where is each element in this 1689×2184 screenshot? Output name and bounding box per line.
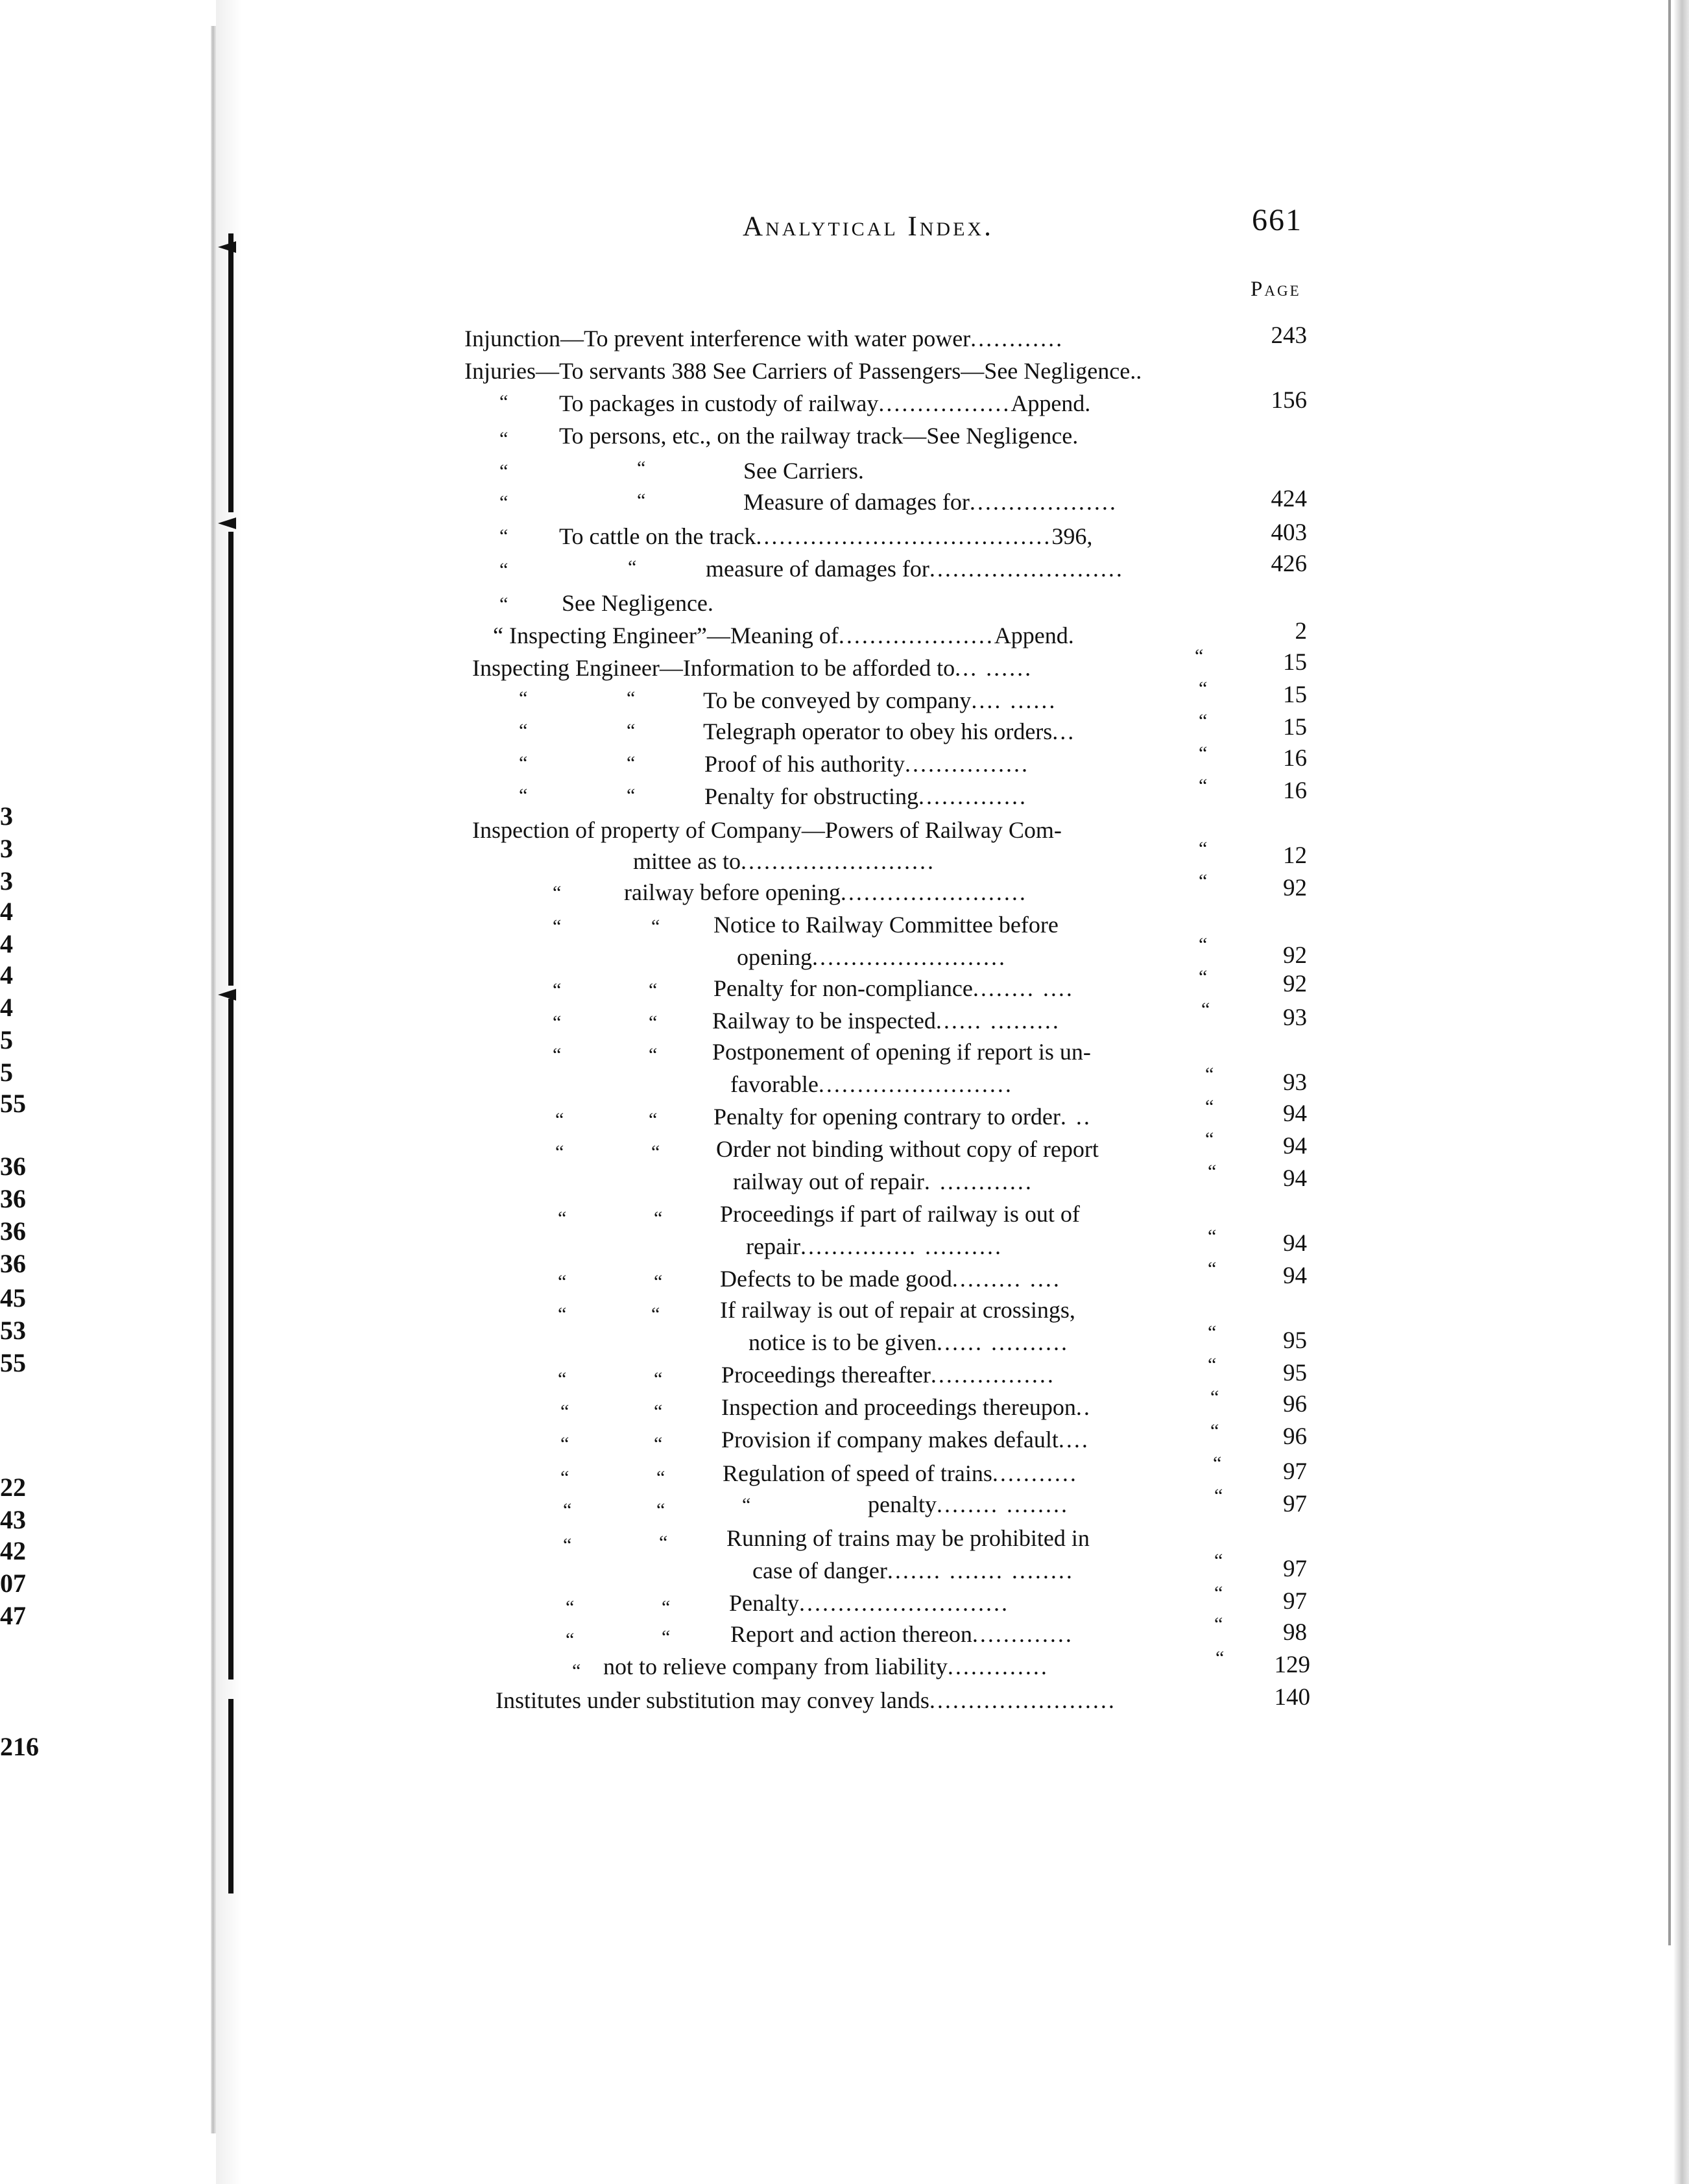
leader-dots: ............... .......... [800,1233,1003,1259]
index-entry [716,1135,1099,1163]
page-ref: 94 [1283,1230,1307,1257]
ditto-mark: “ [558,1271,567,1292]
page-ref: 96 [1283,1423,1307,1450]
index-entry-continuation [749,1328,1069,1357]
entry-text: repair [746,1233,800,1259]
entry-text: To packages in custody of railway [559,390,879,416]
entry-text: Penalty for opening contrary to order [713,1104,1060,1130]
entry-text: notice is to be given [749,1329,937,1355]
leader-dots: ... [1052,718,1076,744]
leader-dots: .... [1058,1427,1090,1453]
page-ref: 96 [1283,1391,1307,1418]
index-entry-continuation [633,847,935,875]
ditto-mark: “ [499,460,509,482]
page-ref: 95 [1283,1360,1307,1386]
entry-text: Inspection and proceedings thereupon [721,1394,1076,1420]
binding-thread [228,999,234,1680]
ditto-mark: “ [499,593,509,615]
entry-text: To cattle on the track [559,523,756,549]
entry-text: Report and action thereon [730,1621,972,1647]
entry-text: Penalty for obstructing [704,783,918,809]
index-entry-continuation [737,943,1007,971]
index-entry [726,1524,1090,1552]
right-page-edge [1673,0,1689,2184]
entry-text: Provision if company makes default [721,1427,1059,1453]
facing-page-number: 42 [0,1536,26,1565]
facing-page-number: 45 [0,1283,26,1312]
leader-dots: ................ [904,751,1029,777]
ditto-mark: “ [1199,742,1208,764]
index-entry [559,421,1078,450]
index-entry [713,974,1074,1003]
facing-page-edge [0,0,214,2184]
page-ref: 156 [1271,387,1307,414]
leader-dots: ......................... [811,944,1007,970]
leader-dots: ................... [969,489,1118,515]
entry-text: Injunction—To prevent interference with water power [464,326,971,351]
appendix-ref: Append. [994,623,1074,648]
leader-dots: ................ [930,1362,1055,1388]
ditto-mark: “ [553,882,562,903]
ditto-mark: “ [1205,1096,1214,1117]
index-entry [712,1038,1091,1066]
facing-page-number: 5 [0,1025,13,1054]
ditto-mark: “ [519,687,528,709]
facing-page-number: 4 [0,929,13,958]
ditto-mark: “ [499,559,509,580]
ditto-mark: “ [637,490,646,511]
ditto-mark: “ [563,1499,572,1521]
index-entry-continuation [746,1232,1003,1261]
index-entry [713,910,1059,939]
leader-dots: ...... .......... [936,1329,1069,1355]
entry-text: Notice to Railway Committee before [713,912,1059,938]
leader-dots: ........................... [798,1590,1009,1616]
page-ref: 98 [1283,1619,1307,1646]
ditto-mark: “ [560,1467,569,1488]
leader-dots: ......................... [929,556,1124,582]
ditto-mark: “ [1199,710,1208,731]
entry-text: not to relieve company from liability [603,1654,948,1680]
ditto-mark: “ [637,457,646,479]
index-entry [493,621,1074,650]
leader-dots: ........... [992,1460,1078,1486]
ditto-mark: “ [651,1303,660,1325]
index-entry-continuation [752,1556,1074,1585]
entry-text: Railway to be inspected [712,1008,936,1034]
ditto-mark: “ [558,1303,567,1325]
leader-dots: .............. [918,783,1027,809]
page-ref: 15 [1283,649,1307,676]
page-ref: 95 [1283,1327,1307,1354]
ditto-mark: “ [1208,1258,1217,1279]
entry-text: Proof of his authority [704,751,905,777]
index-entry [559,522,1092,551]
ditto-mark: “ [558,1368,567,1390]
ditto-mark: “ [1213,1453,1222,1474]
facing-page-number: 4 [0,993,13,1022]
ditto-mark: “ [651,1141,660,1163]
ditto-mark: “ [1210,1386,1219,1408]
ditto-mark: “ [519,720,528,741]
page-ref: 424 [1271,486,1307,512]
facing-page-number: 22 [0,1473,26,1502]
index-entry [704,782,1027,811]
entry-text: If railway is out of repair at crossings, [720,1297,1075,1323]
leader-dots: . .. [1060,1104,1092,1130]
folio-page-number: 661 [1252,203,1302,237]
index-entry [729,1589,1009,1617]
leader-dots: ......... .... [952,1266,1061,1292]
facing-page-number: 55 [0,1089,26,1118]
ditto-mark: “ [656,1467,665,1488]
ditto-mark: “ [553,916,562,937]
binding-thread [228,532,234,986]
page-ref: 129 [1274,1652,1310,1678]
page-ref: 92 [1283,875,1307,901]
index-entry [712,1006,1060,1035]
index-entry [720,1200,1080,1228]
leader-dots: ............ [970,326,1064,351]
entry-text: Inspecting Engineer—Information to be afforded to [472,655,955,681]
entry-text: See Carriers. [743,458,864,484]
facing-page-number: 36 [0,1217,26,1246]
index-entry [472,654,1033,682]
ditto-mark: “ [558,1207,567,1229]
entry-text: favorable [730,1071,819,1097]
ditto-mark: “ [519,785,528,806]
facing-page-number: 216 [0,1732,39,1761]
page-ref: 15 [1283,682,1307,708]
facing-page-number: 4 [0,960,13,990]
page-column-label: Page [1251,278,1301,301]
leader-dots: ........ .... [972,975,1074,1001]
ditto-mark: “ [1210,1420,1219,1442]
page-ref: 97 [1283,1491,1307,1517]
facing-page-number: 3 [0,866,13,896]
facing-page-number: 47 [0,1601,26,1630]
ditto-mark: “ [656,1499,665,1521]
page-ref: 140 [1274,1684,1310,1711]
page-ref-extra: 396, [1051,523,1093,549]
ditto-mark: “ [499,391,509,412]
index-entry [703,717,1075,746]
page-ref: 97 [1283,1588,1307,1615]
entry-text: Regulation of speed of trains [723,1460,992,1486]
entry-text: railway before opening [624,879,841,905]
gutter-fold [211,26,216,2133]
leader-dots: ........................ [929,1687,1116,1713]
ditto-mark: “ [1214,1485,1223,1506]
leader-dots: ......................... [740,848,935,874]
index-entry [703,686,1057,715]
ditto-mark: “ [649,1044,658,1065]
ditto-mark: “ [654,1433,663,1454]
ditto-mark: “ [1208,1161,1217,1182]
ditto-mark: “ [553,1012,562,1033]
ditto-mark: “ [649,979,658,1001]
page-ref: 97 [1283,1458,1307,1485]
ditto-mark: “ [499,428,509,449]
ditto-mark: “ [1199,966,1208,988]
index-entry [562,589,713,617]
entry-text: measure of damages for [706,556,929,582]
ditto-mark: “ [651,916,660,937]
ditto-mark: “ [627,720,636,741]
ditto-mark: “ [662,1596,671,1618]
right-edge-line [1668,0,1671,1945]
page-ref: 12 [1283,842,1307,869]
ditto-mark: “ [1195,645,1204,667]
index-entry [721,1425,1090,1454]
entry-text: Postponement of opening if report is un- [712,1039,1091,1065]
index-entry [559,389,1090,418]
entry-text: railway out of repair [733,1169,924,1194]
ditto-mark: “ [654,1401,663,1422]
index-entry [721,1393,1092,1421]
ditto-mark: “ [649,1012,658,1033]
ditto-mark: “ [1216,1647,1225,1668]
index-entry [472,816,1062,844]
entry-text: Inspection of property of Company—Powers of Railway Com- [472,817,1062,843]
entry-text: To persons, etc., on the railway track—See Negligence. [559,423,1079,449]
entry-text: Penalty [729,1590,799,1616]
ditto-mark: “ [499,525,509,547]
facing-page-number: 53 [0,1316,26,1345]
entry-text: opening [737,944,812,970]
index-entry [464,357,1142,385]
ditto-mark: “ [662,1626,671,1648]
facing-page-number: 55 [0,1348,26,1377]
entry-text: case of danger [752,1558,887,1584]
page-ref: 92 [1283,942,1307,969]
ditto-mark: “ [628,556,637,578]
ditto-mark: “ [1214,1550,1223,1571]
entry-text: Penalty for non-compliance [713,975,973,1001]
ditto-mark: “ [654,1271,663,1292]
ditto-mark: “ [1205,1128,1214,1150]
leader-dots: ........ ........ [936,1491,1069,1517]
ditto-mark: “ [627,752,636,774]
ditto-mark: “ [1199,870,1208,892]
facing-page-number: 36 [0,1184,26,1213]
leader-dots: ............. [947,1654,1049,1680]
leader-dots: ................. [878,390,1011,416]
index-entry [704,750,1029,778]
entry-text: Running of trains may be prohibited in [726,1525,1090,1551]
ditto-mark: “ [1205,1063,1214,1085]
page-ref: 403 [1271,519,1307,546]
page-ref: 243 [1271,322,1307,349]
facing-page-number: 3 [0,834,13,863]
entry-text: Proceedings if part of railway is out of [720,1201,1080,1227]
page-ref: 93 [1283,1004,1307,1031]
ditto-mark: “ [566,1629,575,1650]
ditto-mark: “ [627,687,636,709]
entry-text: “ Inspecting Engineer”—Meaning of [493,623,839,648]
entry-text: Proceedings thereafter [721,1362,931,1388]
ditto-mark: “ [649,1109,658,1130]
index-entry-continuation [730,1070,1013,1098]
ditto-mark: “ [1199,934,1208,955]
index-entry [706,554,1124,583]
page-ref: 426 [1271,551,1307,577]
ditto-mark: “ [560,1433,569,1454]
facing-page-number: 5 [0,1058,13,1087]
index-entry [464,324,1064,353]
page-ref: 16 [1283,777,1307,804]
entry-text: Order not binding without copy of report [716,1136,1099,1162]
entry-text: Telegraph operator to obey his orders [703,718,1053,744]
entry-text: Measure of damages for [743,489,970,515]
ditto-mark: “ [553,1044,562,1065]
leader-dots: ....... ....... ........ [887,1558,1074,1584]
index-entry [743,488,1118,516]
index-entry [720,1296,1075,1324]
ditto-mark: “ [654,1207,663,1229]
entry-text: Defects to be made good [720,1266,952,1292]
ditto-mark: “ [572,1660,581,1681]
index-entry [723,1459,1078,1488]
entry-text: Injuries—To servants 388 See Carriers of Passengers—See Negligence.. [464,358,1142,384]
ditto-mark: “ [1199,838,1208,859]
ditto-mark: “ [654,1368,663,1390]
ditto-mark: “ [1214,1613,1223,1635]
ditto-mark: “ [519,752,528,774]
leader-dots: ...................................... [756,523,1052,549]
facing-page-number: 36 [0,1249,26,1278]
index-entry [496,1686,1116,1715]
ditto-mark: “ [1199,678,1208,699]
entry-text: mittee as to [633,848,741,874]
page-ref: 94 [1283,1165,1307,1192]
facing-page-number: 36 [0,1152,26,1181]
index-entry [743,457,864,485]
page-ref: 92 [1283,971,1307,997]
binding-thread [228,233,234,512]
ditto-mark: “ [1208,1354,1217,1375]
index-entry [730,1620,1073,1648]
ditto-mark: “ [1199,775,1208,796]
entry-text: Institutes under substitution may convey lands [496,1687,929,1713]
ditto-mark: “ [1208,1322,1217,1343]
leader-dots: .... ...... [971,687,1057,713]
page-ref: 94 [1283,1133,1307,1159]
ditto-mark: “ [742,1494,751,1515]
page-ref: 93 [1283,1069,1307,1096]
leader-dots: ......................... [818,1071,1013,1097]
page-ref: 97 [1283,1556,1307,1582]
facing-page-number: 07 [0,1569,26,1598]
leader-dots: ...... ......... [935,1008,1060,1034]
index-entry [868,1490,1069,1519]
index-entry [603,1652,1049,1681]
page-ref: 2 [1295,618,1307,645]
facing-page-number: 3 [0,801,13,831]
ditto-mark: “ [555,1141,564,1163]
index-entry [624,878,1027,907]
appendix-ref: Append. [1011,390,1091,416]
facing-page-number: 4 [0,897,13,926]
ditto-mark: “ [553,979,562,1001]
index-entry-continuation [733,1167,1033,1196]
ditto-mark: “ [1214,1582,1223,1604]
leader-dots: ........................ [840,879,1027,905]
page-ref: 16 [1283,745,1307,772]
ditto-mark: “ [659,1532,668,1553]
ditto-mark: “ [1208,1226,1217,1247]
leader-dots: .. [1075,1394,1092,1420]
leader-dots: ... ...... [955,655,1033,681]
ditto-mark: “ [555,1109,564,1130]
entry-text: See Negligence. [562,590,713,616]
ditto-mark: “ [563,1534,572,1556]
running-head: Analytical Index. [743,211,994,242]
ditto-mark: “ [627,785,636,806]
ditto-mark: “ [1201,999,1210,1020]
entry-text: To be conveyed by company [703,687,972,713]
ditto-mark: “ [566,1596,575,1618]
index-entry [713,1102,1092,1131]
leader-dots: . ............ [924,1169,1033,1194]
leader-dots: ............. [972,1621,1073,1647]
binding-thread [228,1699,234,1893]
index-entry [720,1264,1061,1293]
entry-text: penalty [868,1491,937,1517]
page-ref: 94 [1283,1263,1307,1289]
ditto-mark: “ [499,492,509,513]
index-entry [721,1360,1055,1389]
facing-page-number: 43 [0,1505,26,1534]
page-ref: 15 [1283,714,1307,741]
leader-dots: .................... [838,623,994,648]
page-ref: 94 [1283,1100,1307,1127]
ditto-mark: “ [560,1401,569,1422]
